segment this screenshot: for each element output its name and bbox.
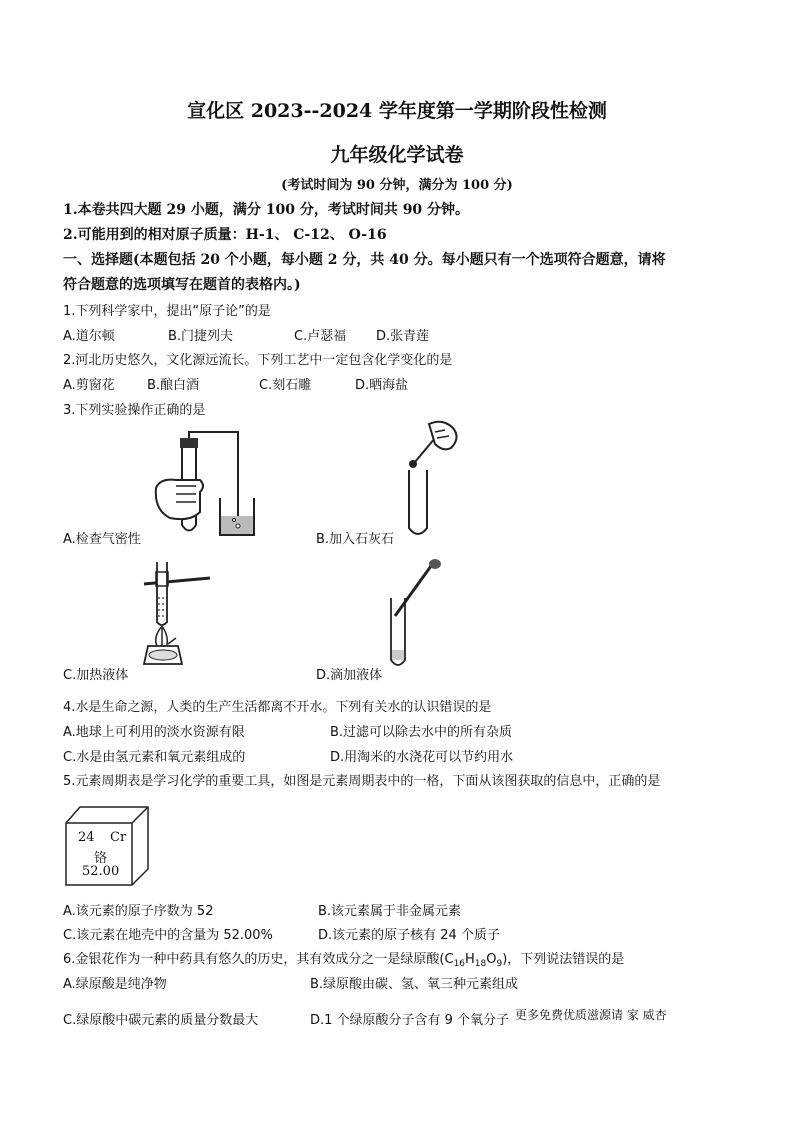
- q5-option-c: C.该元素在地壳中的含量为 52.00%: [63, 928, 273, 943]
- q6-stem: 6.金银花作为一种中药具有悠久的历史，其有效成分之一是绿原酸$(C_{16}H_{18}O_9)$，下列说法错误的是: [63, 952, 625, 969]
- exam-title: 宣化区 2023--2024 学年度第一学期阶段性检测: [187, 100, 607, 122]
- q6-option-b: B.绿原酸由碳、氢、氧三种元素组成: [310, 977, 519, 992]
- q2-option-d: D.晒海盐: [355, 378, 409, 393]
- q4-stem: 4.水是生命之源，人类的生产生活都离不开水。下列有关水的认识错误的是: [63, 700, 492, 715]
- q3-option-a: A.检查气密性: [63, 532, 141, 547]
- q3-option-b: B.加入石灰石: [316, 532, 395, 547]
- add-limestone-illustration: [395, 418, 467, 540]
- element-name: 铬: [94, 851, 108, 866]
- q1-stem: 1.下列科学家中，提出“原子论”的是: [63, 304, 271, 319]
- q3-option-d: D.滴加液体: [316, 668, 383, 683]
- q2-option-b: B.酿白酒: [147, 378, 200, 393]
- section-1-instructions-line-2: 符合题意的选项填写在题首的表格内。): [63, 277, 301, 293]
- airtightness-check-illustration: [150, 430, 260, 545]
- q5-option-b: B.该元素属于非金属元素: [318, 904, 462, 919]
- drop-liquid-illustration: [385, 558, 445, 670]
- element-atomic-number: 24: [78, 830, 95, 845]
- q6-option-c: C.绿原酸中碳元素的质量分数最大: [63, 1013, 259, 1028]
- q4-option-d: D.用淘米的水浇花可以节约用水: [330, 750, 514, 765]
- q5-option-d: D.该元素的原子核有 24 个质子: [318, 928, 500, 943]
- note-2: 2.可能用到的相对原子质量：H-1、 C-12、 O-16: [63, 227, 387, 243]
- heat-liquid-illustration: [138, 558, 218, 673]
- exam-subtitle: 九年级化学试卷: [330, 144, 464, 166]
- q6-option-a: A.绿原酸是纯净物: [63, 977, 167, 992]
- q1-option-a: A.道尔顿: [63, 329, 115, 344]
- element-atomic-mass: 52.00: [82, 864, 120, 879]
- q4-option-b: B.过滤可以除去水中的所有杂质: [330, 725, 513, 740]
- q2-stem: 2.河北历史悠久，文化源远流长。下列工艺中一定包含化学变化的是: [63, 353, 453, 368]
- q4-option-c: C.水是由氢元素和氧元素组成的: [63, 750, 246, 765]
- promo-text: 更多免费优质滋源请 家 威杏: [515, 1008, 667, 1022]
- q1-option-c: C.卢瑟福: [294, 329, 347, 344]
- q1-option-b: B.门捷列夫: [168, 329, 234, 344]
- q2-option-a: A.剪窗花: [63, 378, 115, 393]
- q3-option-c: C.加热液体: [63, 668, 129, 683]
- q2-option-c: C.刻石雕: [259, 378, 312, 393]
- q5-option-a: A.该元素的原子序数为 52: [63, 904, 214, 919]
- q4-option-a: A.地球上可利用的淡水资源有限: [63, 725, 245, 740]
- note-1: 1.本卷共四大题 29 小题，满分 100 分，考试时间共 90 分钟。: [63, 202, 470, 218]
- section-1-instructions-line-1: 一、选择题(本题包括 20 个小题，每小题 2 分，共 40 分。每小题只有一个选项符合题意，请将: [63, 252, 666, 268]
- exam-time-note: (考试时间为 90 分钟，满分为 100 分): [281, 178, 513, 193]
- q5-stem: 5.元素周期表是学习化学的重要工具，如图是元素周期表中的一格，下面从该图获取的信息中，正确的是: [63, 774, 661, 789]
- element-symbol: Cr: [110, 830, 127, 845]
- q1-option-d: D.张青莲: [376, 329, 430, 344]
- q6-option-d: D.1 个绿原酸分子含有 9 个氧分子: [310, 1013, 510, 1028]
- q3-stem: 3.下列实验操作正确的是: [63, 403, 206, 418]
